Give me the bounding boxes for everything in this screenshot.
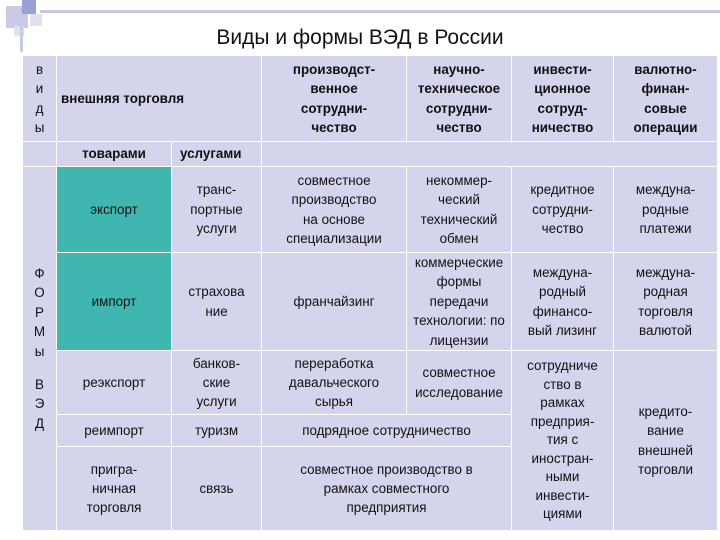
vidy-label: в и д ы bbox=[23, 56, 57, 142]
cell-credit-cooperation: кредитное сотрудни- чество bbox=[512, 167, 614, 253]
header-investment: инвести- ционное сотруд- ничество bbox=[512, 56, 614, 142]
cell-import: импорт bbox=[57, 253, 172, 351]
cell-transport-services: транс- портные услуги bbox=[172, 167, 262, 253]
spacer-cell bbox=[262, 142, 718, 167]
cell-tourism: туризм bbox=[172, 415, 262, 447]
cell-joint-enterprise: совместное производство в рамках совместного предприятия bbox=[262, 447, 512, 531]
cell-joint-specialization: совместное производство на основе специализации bbox=[262, 167, 407, 253]
cell-banking-services: банков- ские услуги bbox=[172, 351, 262, 415]
cell-communication: связь bbox=[172, 447, 262, 531]
header-foreign-trade: внешняя торговля bbox=[57, 56, 262, 142]
cell-franchising: франчайзинг bbox=[262, 253, 407, 351]
subheader-goods: товарами bbox=[57, 142, 172, 167]
cell-international-payments: междуна- родные платежи bbox=[614, 167, 718, 253]
cell-noncommercial-exchange: некоммер- ческий технический обмен bbox=[407, 167, 512, 253]
cell-subcontract: подрядное сотрудничество bbox=[262, 415, 512, 447]
page-title: Виды и формы ВЭД в России bbox=[216, 26, 504, 49]
decor-square bbox=[22, 0, 36, 14]
cell-financial-leasing: междуна- родный финансо- вый лизинг bbox=[512, 253, 614, 351]
header-currency: валютно- финан- совые операции bbox=[614, 56, 718, 142]
cell-foreign-investment-enterprise: сотрудниче ство в рамках предприя- тия с иностран- ными инвести- циями bbox=[512, 351, 614, 531]
ved-table bbox=[22, 55, 718, 531]
cell-reimport: реимпорт bbox=[57, 415, 172, 447]
cell-insurance: страхова ние bbox=[172, 253, 262, 351]
cell-reexport: реэкспорт bbox=[57, 351, 172, 415]
cell-trade-crediting: кредито- вание внешней торговли bbox=[614, 351, 718, 531]
header-production: производст- венное сотрудни- чество bbox=[262, 56, 407, 142]
cell-tolling: переработка давальческого сырья bbox=[262, 351, 407, 415]
cell-fx-trade: междуна- родная торговля валютой bbox=[614, 253, 718, 351]
spacer-cell bbox=[23, 142, 57, 167]
formy-ved-label: Ф О Р М ы В Э Д bbox=[23, 167, 57, 531]
subheader-services: услугами bbox=[172, 142, 262, 167]
cell-export: экспорт bbox=[57, 167, 172, 253]
decor-square bbox=[30, 14, 42, 26]
decor-line bbox=[40, 10, 720, 13]
decor-line bbox=[20, 22, 23, 52]
header-scitech: научно- техническое сотрудни- чество bbox=[407, 56, 512, 142]
cell-commercial-licensing: коммерческие формы передачи технологии: по лицензии bbox=[407, 253, 512, 351]
cell-joint-research: совместное исследование bbox=[407, 351, 512, 415]
cell-border-trade: пригра- ничная торговля bbox=[57, 447, 172, 531]
